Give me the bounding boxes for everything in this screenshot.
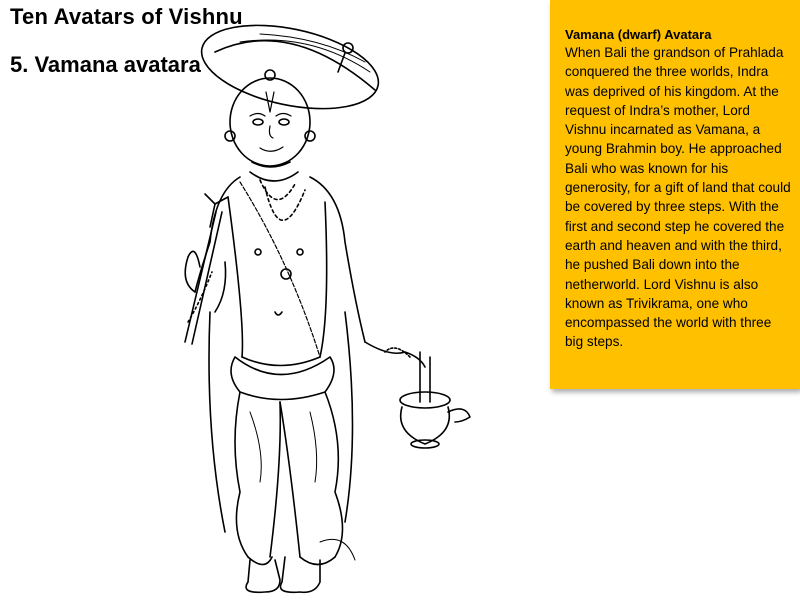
info-body: When Bali the grandson of Prahlada conquered the three worlds, Indra was deprived of his kingdom. At the request of Indra’s mother, Lord Vishnu incarnated as Vamana, a young Brahmin boy. He approached Bali who was known for his generosity, for a gift of land that could be covered by three steps. With the first and second step he covered the earth and heaven and with the third, he pushed Bali down into the netherworld. Lord Vishnu is also known as Trivikrama, one who encompassed the world with three big steps.: [565, 45, 791, 350]
staff-drawing: [185, 194, 228, 344]
dhoti-drawing: [209, 312, 355, 592]
head-drawing: [225, 70, 315, 166]
slide-subtitle: 5. Vamana avatara: [10, 52, 201, 77]
kamandalu-drawing: [365, 342, 470, 448]
info-heading: Vamana (dwarf) Avatara: [565, 27, 712, 42]
slide-title: Ten Avatars of Vishnu: [10, 4, 243, 29]
body-drawing: [185, 177, 365, 400]
necklace-drawing: [250, 162, 305, 279]
umbrella-drawing: [194, 12, 386, 123]
info-box: [550, 0, 800, 389]
vamana-illustration: [170, 12, 530, 600]
